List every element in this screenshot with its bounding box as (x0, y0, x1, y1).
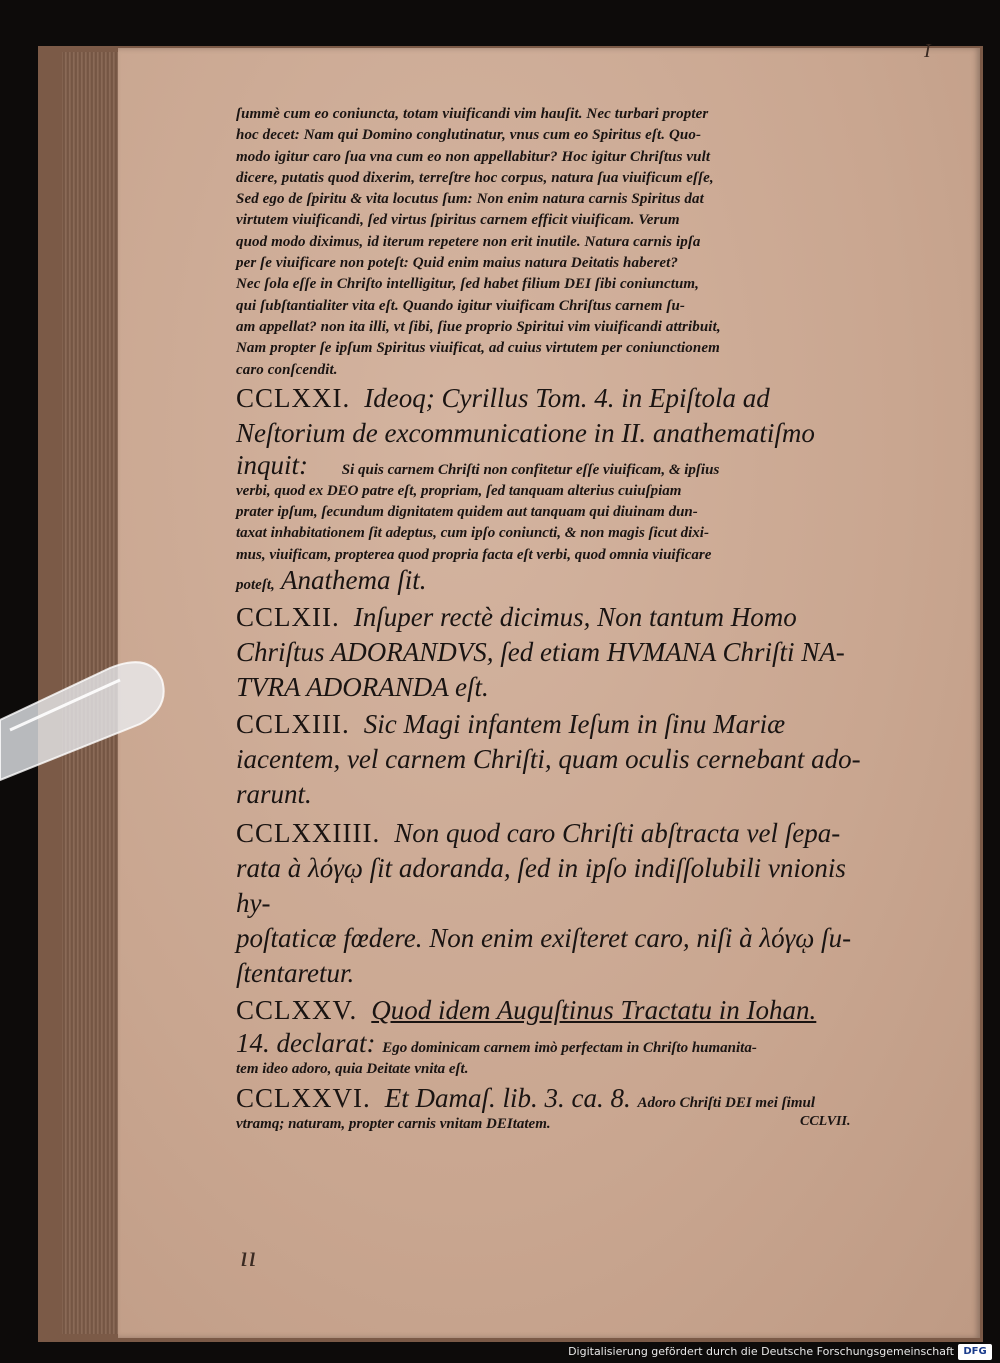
quote-line: poteſt, (236, 577, 275, 594)
text-line: Quod idem Auguſtinus Tractatu in Iohan. (371, 995, 817, 1026)
paragraph-number: CCLXXI. (236, 382, 351, 413)
text-line: iacentem, vel carnem Chriſti, quam oculis cernebant ado- (236, 744, 861, 775)
footer-credit: Digitalisierung gefördert durch die Deutsche Forschungsgemeinschaft (568, 1345, 954, 1358)
paragraph-cclxii (236, 600, 884, 705)
quote-line: verbi, quod ex DEO patre eſt, propriam, ſed tanquam alterius cuiuſpiam (236, 482, 682, 499)
page-text (236, 104, 884, 1136)
paragraph-number: CCLXII. (236, 602, 340, 633)
glass-page-holder (0, 650, 170, 800)
quote-line: Si quis carnem Chriſti non confitetur eſſe viuificam, & ipſius (341, 461, 720, 478)
text-line: rarunt. (236, 779, 312, 810)
text-line: Neſtorium de excommunicatione in II. anathematiſmo (236, 417, 815, 448)
bottom-mark: ıı (240, 1240, 257, 1273)
folio-number: I (924, 40, 931, 62)
text-line: Nec ſola eſſe in Chriſto intelligitur, ſed habet filium DEI ſibi coniunctum, (236, 276, 700, 293)
footer-bar (0, 1342, 1000, 1363)
paragraph-number: CCLXXV. (236, 995, 358, 1026)
text-line: Et Damaſ. lib. 3. ca. 8. (384, 1083, 631, 1114)
text-line: dicere, putatis quod dixerim, terreſtre hoc corpus, natura ſua viuificum eſſe, (236, 169, 714, 186)
text-line: per ſe viuificare non poteſt: Quid enim maius natura Deitatis haberet? (236, 255, 679, 272)
text-line: Anathema ſit. (281, 565, 427, 596)
dfg-logo-icon: DFG (958, 1344, 992, 1360)
text-line: Chriſtus ADORANDVS, ſed etiam HVMANA Chriſti NA- (236, 637, 845, 668)
text-line: caro conſcendit. (236, 361, 338, 378)
text-line: inquit: (236, 449, 308, 480)
text-line: ſtentaretur. (236, 958, 355, 989)
text-line: hoc decet: Nam qui Domino conglutinatur, vnus cum eo Spiritus eſt. Quo- (236, 127, 702, 144)
quote-line: vtramq; naturam, propter carnis vnitam DEItatem. (236, 1116, 551, 1133)
paragraph-number: CCLXXIIII. (236, 818, 381, 849)
quote-line: prater ipſum, ſecundum dignitatem quidem aut tanquam qui diuinam dun- (236, 504, 698, 521)
text-line: virtutem viuificandi, ſed virtus ſpiritus carnem efficit viuificam. Verum (236, 212, 680, 229)
text-line: Non quod caro Chriſti abſtracta vel ſepa- (394, 818, 841, 849)
text-line: Inſuper rectè dicimus, Non tantum Homo (353, 602, 797, 633)
quote-line: Adoro Chriſti DEI mei ſimul (637, 1095, 816, 1112)
paragraph-cclxxv (236, 993, 884, 1080)
intro-block (236, 104, 884, 381)
text-line: 14. declarat: (236, 1028, 376, 1059)
text-line: rata à λόγῳ ſit adoranda, ſed in ipſo indiſſolubili vnionis hy- (236, 853, 846, 919)
text-line: modo igitur caro ſua vna cum eo non appellabitur? Hoc igitur Chriſtus vult (236, 148, 711, 165)
text-line: Sed ego de ſpiritu & vita locutus ſum: Non enim natura carnis Spiritus dat (236, 191, 704, 208)
text-line: quod modo diximus, id iterum repetere non erit inutile. Natura carnis ipſa (236, 233, 701, 250)
paragraph-cclxiii (236, 707, 884, 812)
text-line: TVRA ADORANDA eſt. (236, 672, 489, 703)
paragraph-number: CCLXIII. (236, 709, 350, 740)
quote-line: taxat inhabitationem ſit adeptus, cum ipſo coniuncti, & non magis ſicut dixi- (236, 525, 709, 542)
paragraph-cclxxvi (236, 1082, 884, 1135)
text-line: am appellat? non ita illi, vt ſibi, ſiue proprio Spiritui vim viuificandi attribuit, (236, 318, 721, 335)
paragraph-cclxxiiii (236, 816, 884, 991)
text-line: Nam propter ſe ipſum Spiritus viuificat, ad cuius virtutem per coniunctionem (236, 340, 720, 357)
text-line: poſtaticæ fœdere. Non enim exiſteret caro, niſi à λόγῳ ſu- (236, 923, 852, 954)
catchword: CCLVII. (800, 1114, 851, 1129)
text-line: qui ſubſtantialiter vita eſt. Quando igitur viuificam Chriſtus carnem ſu- (236, 297, 686, 314)
quote-line: mus, viuificam, propterea quod propria facta eſt verbi, quod omnia viuificare (236, 546, 712, 563)
paragraph-cclxxi (236, 381, 884, 596)
paragraph-number: CCLXXVI. (236, 1083, 371, 1114)
text-line: Sic Magi infantem Ieſum in ſinu Mariæ (363, 709, 786, 740)
text-line: ſummè cum eo coniuncta, totam viuificandi vim hauſit. Nec turbari propter (236, 106, 709, 122)
quote-line: tem ideo adoro, quia Deitate vnita eſt. (236, 1061, 469, 1078)
text-line: Ideoq; Cyrillus Tom. 4. in Epiſtola ad (364, 382, 770, 413)
quote-line: Ego dominicam carnem imò perfectam in Chriſto humanita- (382, 1040, 757, 1057)
